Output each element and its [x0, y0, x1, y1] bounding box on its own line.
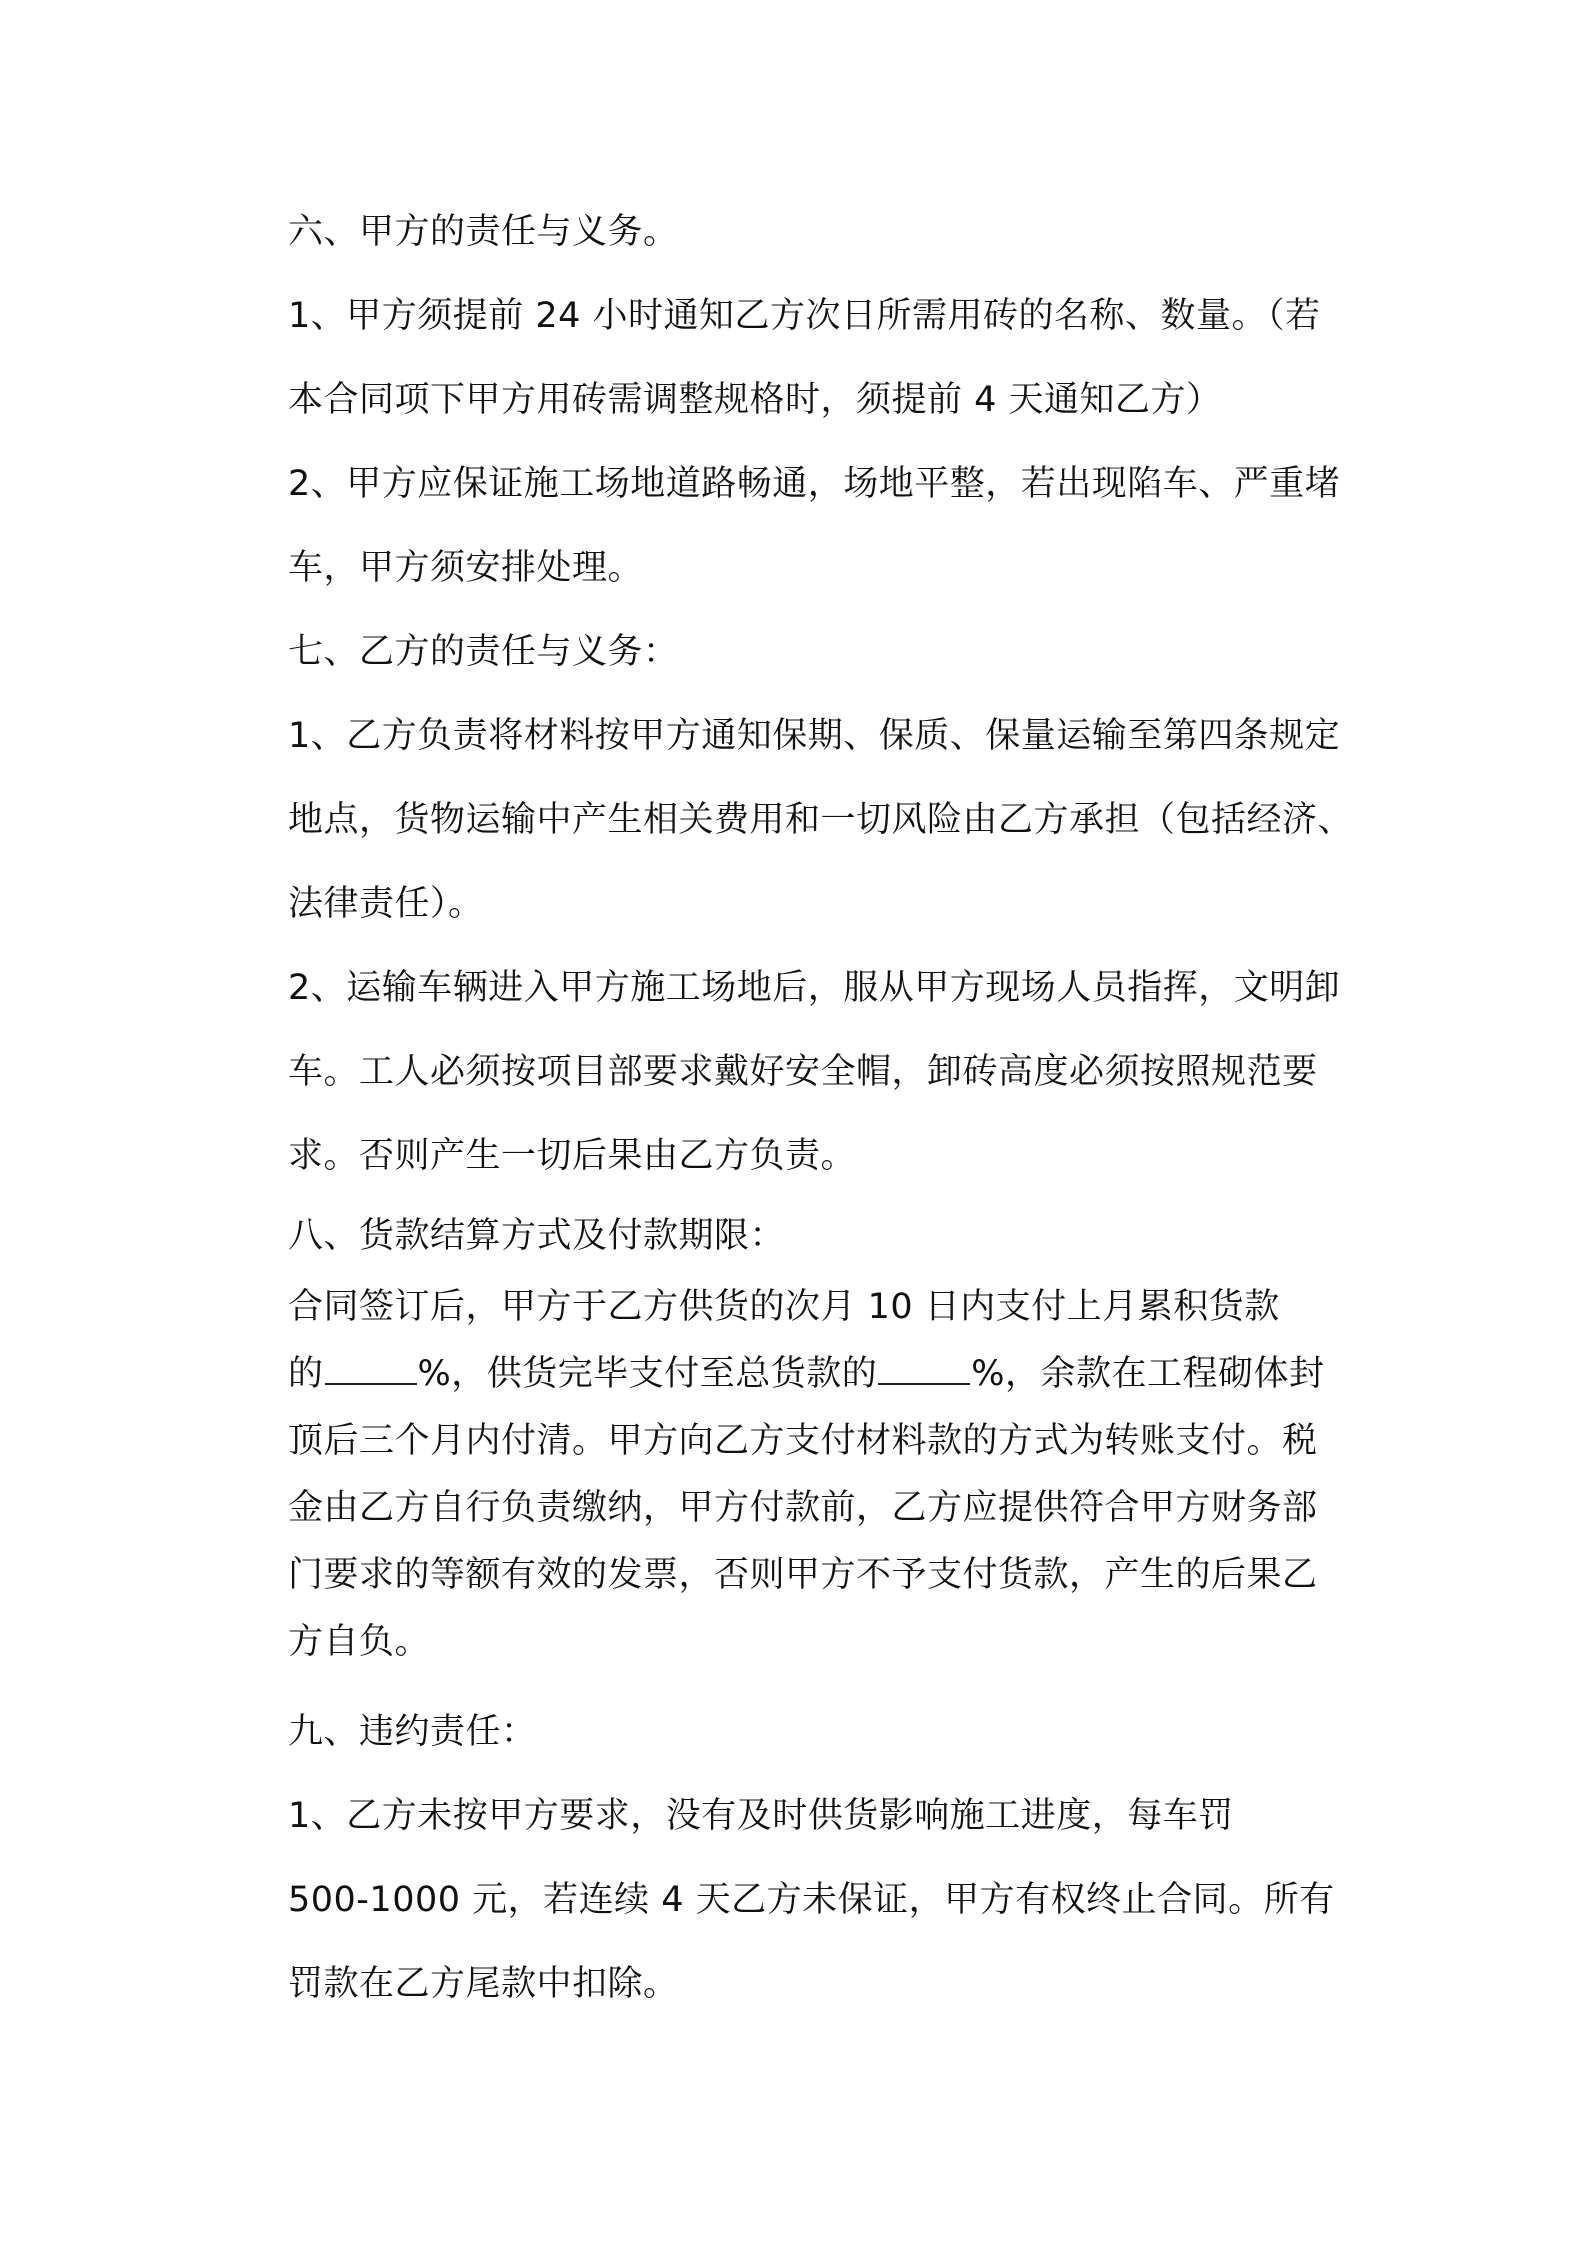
section-8-line-3: 顶后三个月内付清。甲方向乙方支付材料款的方式为转账支付。税	[288, 1421, 1318, 1461]
section-8-line-5: 门要求的等额有效的发票，否则甲方不予支付货款，产生的后果乙	[288, 1555, 1318, 1595]
section-7-heading-text: 七、乙方的责任与义务：	[288, 632, 679, 672]
section-6-item-2-line-2: 车，甲方须安排处理。	[288, 548, 644, 588]
section-8-line-6: 方自负。	[288, 1622, 431, 1662]
section-7-item-1	[288, 694, 1378, 946]
section-8-line-2	[288, 1341, 1378, 1408]
section-6-item-1-line-2: 本合同项下甲方用砖需调整规格时，须提前 4 天通知乙方）	[288, 380, 1222, 420]
first-payment-percent-blank[interactable]	[325, 1349, 417, 1385]
section-6-heading-text: 六、甲方的责任与义务。	[288, 212, 679, 252]
section-7-item-1-line-1: 1、乙方负责将材料按甲方通知保期、保质、保量运输至第四条规定	[288, 716, 1341, 756]
section-7-heading	[288, 610, 1378, 694]
section-9-item-1	[288, 1774, 1378, 2026]
section-9-item-1-line-3: 罚款在乙方尾款中扣除。	[288, 1964, 679, 2004]
section-8-line-2-part-a: 的	[288, 1354, 324, 1394]
completion-payment-percent-blank[interactable]	[878, 1349, 970, 1385]
section-7-item-2-line-1: 2、运输车辆进入甲方施工场地后，服从甲方现场人员指挥，文明卸	[288, 968, 1341, 1008]
spacer	[288, 1676, 1378, 1690]
section-6-item-2-line-1: 2、甲方应保证施工场地道路畅通，场地平整，若出现陷车、严重堵	[288, 464, 1341, 504]
section-7-item-2-line-2: 车。工人必须按项目部要求戴好安全帽，卸砖高度必须按照规范要	[288, 1052, 1318, 1092]
section-8-line-2-part-b: %，供货完毕支付至总货款的	[417, 1354, 878, 1394]
section-6-item-1	[288, 274, 1378, 442]
section-9-item-1-line-2: 500-1000 元，若连续 4 天乙方未保证，甲方有权终止合同。所有	[288, 1880, 1335, 1920]
section-6-heading	[288, 190, 1378, 274]
section-9-item-1-line-1: 1、乙方未按甲方要求，没有及时供货影响施工进度，每车罚	[288, 1796, 1234, 1836]
document-body	[288, 190, 1378, 2026]
section-8-heading	[288, 1198, 1378, 1274]
section-8-line-4: 金由乙方自行负责缴纳，甲方付款前，乙方应提供符合甲方财务部	[288, 1488, 1318, 1528]
section-6-item-1-line-1: 1、甲方须提前 24 小时通知乙方次日所需用砖的名称、数量。（若	[288, 296, 1321, 336]
section-8-heading-text: 八、货款结算方式及付款期限：	[288, 1216, 786, 1256]
section-8-line-2-part-c: %，余款在工程砌体封	[971, 1354, 1325, 1394]
section-7-item-1-line-2: 地点，货物运输中产生相关费用和一切风险由乙方承担（包括经济、	[288, 800, 1354, 840]
section-9-heading	[288, 1690, 1378, 1774]
section-7-item-2	[288, 946, 1378, 1198]
section-7-item-1-line-3: 法律责任）。	[288, 884, 484, 924]
section-9-heading-text: 九、违约责任：	[288, 1712, 537, 1752]
section-8-line-1: 合同签订后，甲方于乙方供货的次月 10 日内支付上月累积货款	[288, 1287, 1280, 1327]
section-8-payment-terms	[288, 1274, 1378, 1676]
section-7-item-2-line-3: 求。否则产生一切后果由乙方负责。	[288, 1136, 857, 1176]
section-6-item-2	[288, 442, 1378, 610]
